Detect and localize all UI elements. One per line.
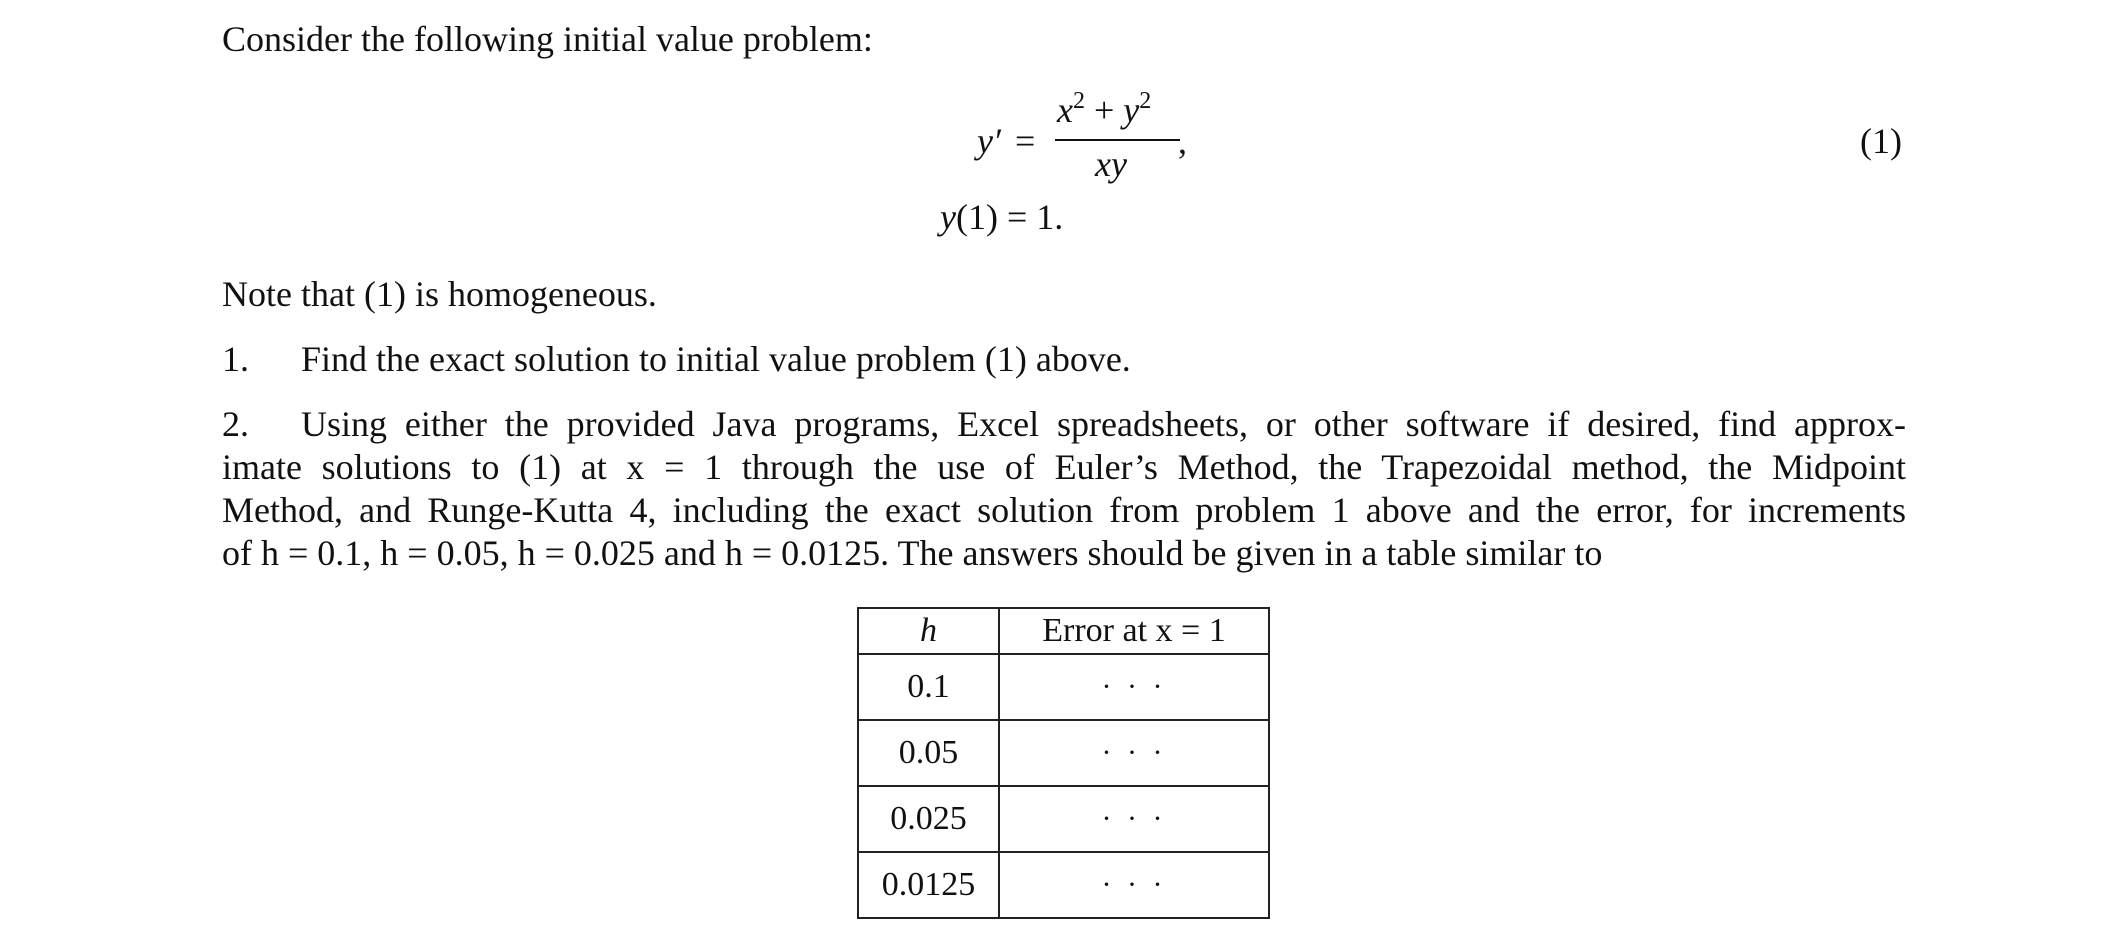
cell-h: 0.025 — [858, 786, 999, 852]
fraction-denominator: xy — [1095, 144, 1127, 184]
table-row — [858, 720, 1269, 786]
note-text: Note that (1) is homogeneous. — [222, 274, 657, 314]
equation-comma: , — [1178, 121, 1187, 161]
cell-h: 0.05 — [858, 720, 999, 786]
table-row — [858, 654, 1269, 720]
cell-error: · · · — [999, 720, 1269, 786]
table-row — [858, 852, 1269, 918]
item-2-line-1: Using either the provided Java programs, Excel spreadsheets, or other software if desired, find approx- — [301, 404, 1906, 444]
cell-h: 0.0125 — [858, 852, 999, 918]
equation-fraction — [1055, 88, 1185, 188]
error-table — [857, 607, 1270, 919]
item-2-marker: 2. — [222, 404, 249, 444]
cell-error: · · · — [999, 654, 1269, 720]
item-2-line-4: of h = 0.1, h = 0.05, h = 0.025 and h = 0.0125. The answers should be given in a table similar to — [222, 533, 1603, 573]
equation-equals: = — [1015, 121, 1036, 161]
item-2-line-3: Method, and Runge-Kutta 4, including the exact solution from problem 1 above and the error, for increments — [222, 490, 1906, 530]
item-1-text: Find the exact solution to initial value problem (1) above. — [301, 339, 1131, 379]
table-row — [858, 786, 1269, 852]
fraction-numerator: $x^2 + y^2$ — [1057, 88, 1152, 130]
fraction-bar — [1055, 139, 1180, 141]
equation-lhs: y′ — [977, 121, 1001, 161]
item-2-line-2: imate solutions to (1) at x = 1 through the use of Euler’s Method, the Trapezoidal method, the Midpoint — [222, 447, 1906, 487]
intro-text: Consider the following initial value problem: — [222, 19, 873, 59]
initial-condition: y(1) = 1. — [940, 197, 1064, 237]
cell-error: · · · — [999, 852, 1269, 918]
header-error: Error at x = 1 — [999, 608, 1269, 654]
equation-number: (1) — [1860, 121, 1902, 161]
table-header-row — [858, 608, 1269, 654]
header-h: h — [858, 608, 999, 654]
item-1-marker: 1. — [222, 339, 249, 379]
cell-error: · · · — [999, 786, 1269, 852]
cell-h: 0.1 — [858, 654, 999, 720]
